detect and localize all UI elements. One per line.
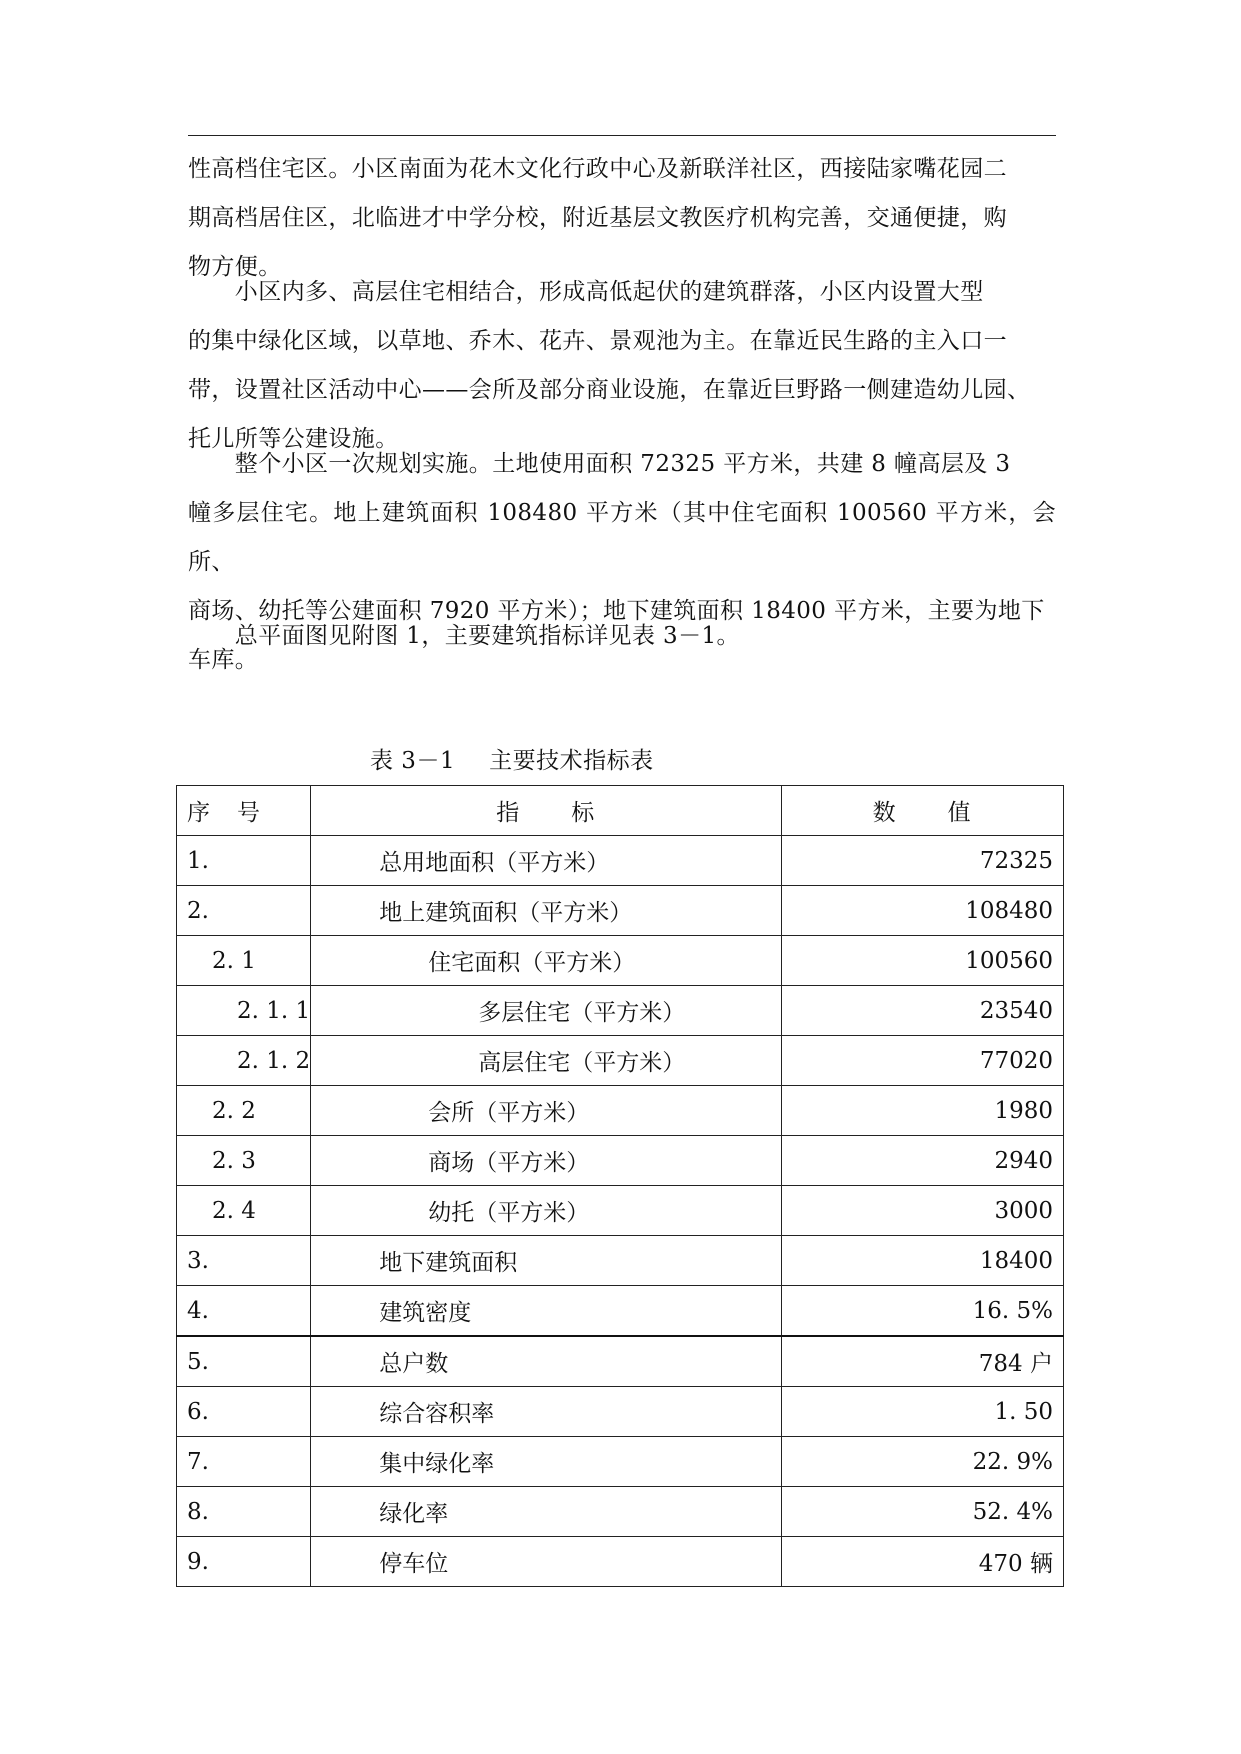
header-value: 数 值 (782, 786, 1064, 836)
paragraph-line: 幢多层住宅。地上建筑面积 108480 平方米（其中住宅面积 100560 平方米，会所、 (188, 500, 1056, 575)
row-number: 2. 3 (177, 1136, 311, 1186)
table-row (177, 886, 1064, 936)
table-row (177, 936, 1064, 986)
row-value: 52. 4% (782, 1487, 1064, 1537)
row-value: 470 辆 (782, 1537, 1064, 1587)
row-indicator: 住宅面积（平方米） (311, 936, 782, 986)
paragraph-line: 小区内多、高层住宅相结合，形成高低起伏的建筑群落，小区内设置大型 (188, 279, 984, 305)
table-row (177, 1336, 1064, 1387)
paragraph-line: 的集中绿化区域，以草地、乔木、花卉、景观池为主。在靠近民生路的主入口一 (188, 328, 1007, 354)
table-row (177, 1387, 1064, 1437)
row-value: 22. 9% (782, 1437, 1064, 1487)
row-indicator: 停车位 (311, 1537, 782, 1587)
table-title: 主要技术指标表 (489, 748, 654, 774)
paragraph-line: 性高档住宅区。小区南面为花木文化行政中心及新联洋社区，西接陆家嘴花园二 (188, 156, 1007, 182)
table-row (177, 1487, 1064, 1537)
paragraph-line: 期高档居住区，北临进才中学分校，附近基层文教医疗机构完善，交通便捷，购 (188, 205, 1007, 231)
row-value: 1980 (782, 1086, 1064, 1136)
paragraph (188, 268, 1056, 464)
row-indicator: 建筑密度 (311, 1286, 782, 1337)
row-number: 2. 1 (177, 936, 311, 986)
row-indicator: 地上建筑面积（平方米） (311, 886, 782, 936)
row-indicator: 集中绿化率 (311, 1437, 782, 1487)
table-row (177, 1086, 1064, 1136)
row-value: 77020 (782, 1036, 1064, 1086)
table-row (177, 1186, 1064, 1236)
row-indicator: 绿化率 (311, 1487, 782, 1537)
table-row (177, 836, 1064, 886)
row-value: 72325 (782, 836, 1064, 886)
row-number: 2. 2 (177, 1086, 311, 1136)
row-number: 2. 1. 1 (177, 986, 311, 1036)
row-value: 18400 (782, 1236, 1064, 1286)
table-number: 表 3－1 (370, 748, 456, 774)
paragraph (188, 612, 1056, 661)
table-row (177, 1036, 1064, 1086)
row-indicator: 幼托（平方米） (311, 1186, 782, 1236)
indicator-table (176, 785, 1064, 1587)
row-number: 8. (177, 1487, 311, 1537)
table-row (177, 986, 1064, 1036)
row-value: 2940 (782, 1136, 1064, 1186)
row-number: 1. (177, 836, 311, 886)
paragraph-line: 车库。 (188, 647, 259, 673)
row-number: 2. 4 (177, 1186, 311, 1236)
table-row (177, 1236, 1064, 1286)
header-no: 序 号 (177, 786, 311, 836)
row-indicator: 多层住宅（平方米） (311, 986, 782, 1036)
row-number: 4. (177, 1286, 311, 1337)
row-number: 3. (177, 1236, 311, 1286)
table-row (177, 1136, 1064, 1186)
paragraph-line: 物方便。 (188, 254, 282, 280)
table-header-row (177, 786, 1064, 836)
row-number: 6. (177, 1387, 311, 1437)
row-indicator: 高层住宅（平方米） (311, 1036, 782, 1086)
row-number: 2. (177, 886, 311, 936)
row-value: 3000 (782, 1186, 1064, 1236)
paragraph-line: 总平面图见附图 1，主要建筑指标详见表 3－1。 (188, 623, 740, 649)
row-indicator: 会所（平方米） (311, 1086, 782, 1136)
row-value: 1. 50 (782, 1387, 1064, 1437)
row-value: 100560 (782, 936, 1064, 986)
row-value: 16. 5% (782, 1286, 1064, 1337)
header-indicator: 指 标 (311, 786, 782, 836)
row-value: 23540 (782, 986, 1064, 1036)
header-rule (188, 135, 1056, 136)
table-body (177, 836, 1064, 1587)
row-value: 108480 (782, 886, 1064, 936)
paragraph-line: 带，设置社区活动中心——会所及部分商业设施，在靠近巨野路一侧建造幼儿园、 (188, 377, 1031, 403)
row-indicator: 地下建筑面积 (311, 1236, 782, 1286)
paragraph-line: 托儿所等公建设施。 (188, 426, 399, 452)
table-row (177, 1437, 1064, 1487)
table-row (177, 1286, 1064, 1337)
row-number: 5. (177, 1336, 311, 1387)
row-indicator: 综合容积率 (311, 1387, 782, 1437)
row-indicator: 总户数 (311, 1336, 782, 1387)
row-indicator: 商场（平方米） (311, 1136, 782, 1186)
row-indicator: 总用地面积（平方米） (311, 836, 782, 886)
paragraph-line: 商场、幼托等公建面积 7920 平方米）；地下建筑面积 18400 平方米，主要为地下 (188, 598, 1045, 624)
table-caption (370, 742, 688, 775)
row-number: 7. (177, 1437, 311, 1487)
row-number: 9. (177, 1537, 311, 1587)
row-value: 784 户 (782, 1336, 1064, 1387)
paragraph-line: 整个小区一次规划实施。土地使用面积 72325 平方米，共建 8 幢高层及 3 (188, 451, 1011, 477)
table-row (177, 1537, 1064, 1587)
row-number: 2. 1. 2 (177, 1036, 311, 1086)
